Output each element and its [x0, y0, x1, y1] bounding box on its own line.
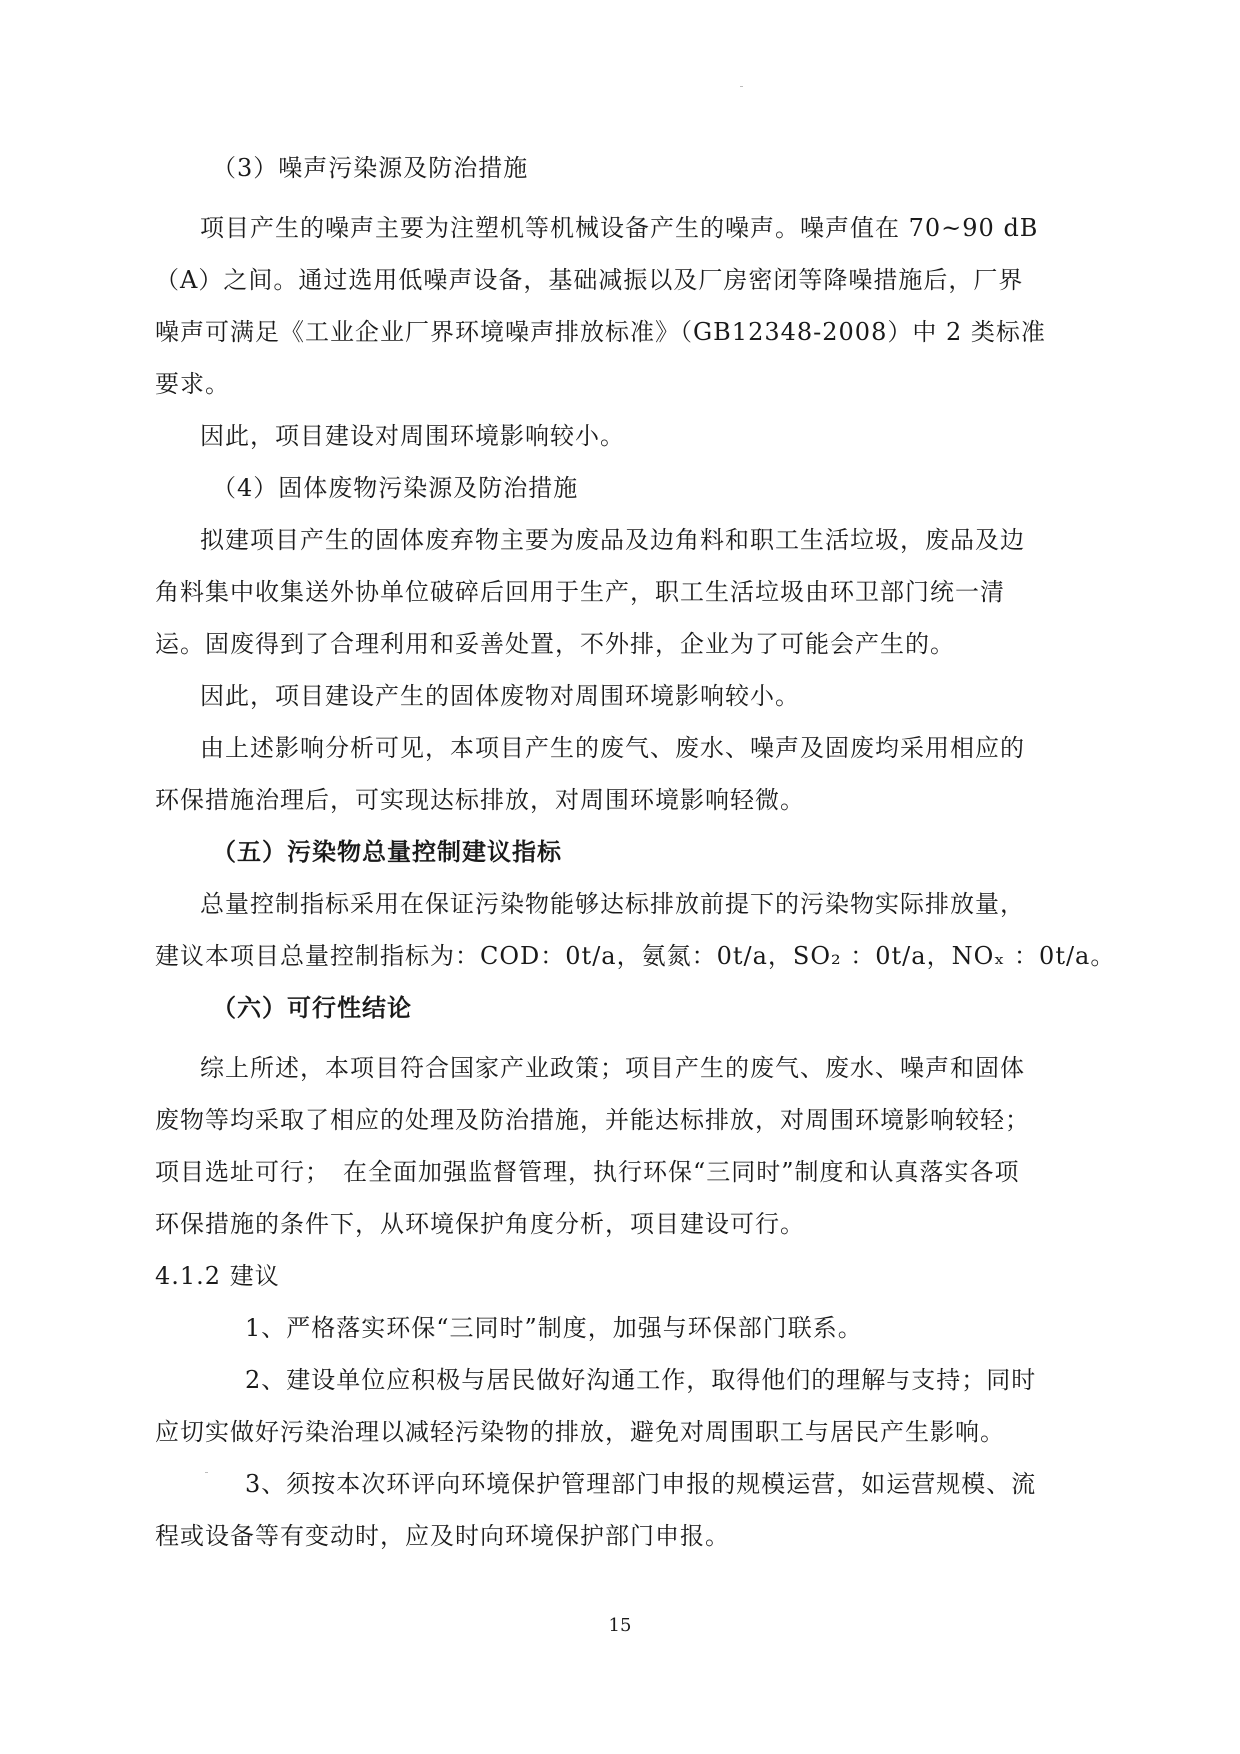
- paragraph-line: 噪声可满足《工业企业厂界环境噪声排放标准》（GB12348-2008）中 2 类标准: [155, 318, 1046, 346]
- paragraph-line: 项目产生的噪声主要为注塑机等机械设备产生的噪声。噪声值在 70~90 dB: [200, 214, 1039, 242]
- paragraph-line: 由上述影响分析可见，本项目产生的废气、废水、噪声及固废均采用相应的: [200, 734, 1025, 762]
- paragraph-line: 综上所述，本项目符合国家产业政策；项目产生的废气、废水、噪声和固体: [200, 1054, 1025, 1082]
- noise-heading: （3）噪声污染源及防治措施: [212, 154, 529, 182]
- paragraph-line: 要求。: [155, 370, 230, 398]
- paragraph-line: 项目选址可行； 在全面加强监督管理，执行环保“三同时”制度和认真落实各项: [155, 1158, 1020, 1186]
- paragraph-line: 程或设备等有变动时，应及时向环境保护部门申报。: [155, 1522, 730, 1550]
- section-six-heading: （六）可行性结论: [212, 993, 412, 1022]
- scan-speck: [205, 1472, 208, 1473]
- recommendation-item: 2、建设单位应积极与居民做好沟通工作，取得他们的理解与支持；同时: [245, 1366, 1037, 1394]
- paragraph-line: 因此，项目建设对周围环境影响较小。: [200, 422, 625, 450]
- paragraph-line: （A）之间。通过选用低噪声设备，基础减振以及厂房密闭等降噪措施后，厂界: [155, 266, 1024, 294]
- paragraph-line: 环保措施治理后，可实现达标排放，对周围环境影响轻微。: [155, 786, 805, 814]
- subsection-heading: 4.1.2 建议: [155, 1262, 280, 1290]
- paragraph-line: 拟建项目产生的固体废弃物主要为废品及边角料和职工生活垃圾，废品及边: [200, 526, 1025, 554]
- paragraph-line: 环保措施的条件下，从环境保护角度分析，项目建设可行。: [155, 1210, 805, 1238]
- recommendation-item: 3、须按本次环评向环境保护管理部门申报的规模运营，如运营规模、流: [245, 1470, 1037, 1498]
- scan-speck: [740, 86, 743, 87]
- section-five-heading: （五）污染物总量控制建议指标: [212, 837, 562, 866]
- page-number: 15: [608, 1615, 632, 1636]
- paragraph-line: 因此，项目建设产生的固体废物对周围环境影响较小。: [200, 682, 800, 710]
- paragraph-line: 运。固废得到了合理利用和妥善处置，不外排，企业为了可能会产生的。: [155, 630, 955, 658]
- paragraph-line: 总量控制指标采用在保证污染物能够达标排放前提下的污染物实际排放量，: [200, 890, 1025, 918]
- recommendation-item: 1、严格落实环保“三同时”制度，加强与环保部门联系。: [245, 1314, 863, 1342]
- paragraph-line: 角料集中收集送外协单位破碎后回用于生产，职工生活垃圾由环卫部门统一清: [155, 578, 1005, 606]
- solid-waste-heading: （4）固体废物污染源及防治措施: [212, 474, 579, 502]
- paragraph-line: 应切实做好污染治理以减轻污染物的排放，避免对周围职工与居民产生影响。: [155, 1418, 1005, 1446]
- emission-targets-line: 建议本项目总量控制指标为：COD：0t/a，氨氮：0t/a，SO₂ ：0t/a，NOₓ ：0t/a。: [155, 942, 1116, 970]
- paragraph-line: 废物等均采取了相应的处理及防治措施，并能达标排放，对周围环境影响较轻；: [155, 1106, 1030, 1134]
